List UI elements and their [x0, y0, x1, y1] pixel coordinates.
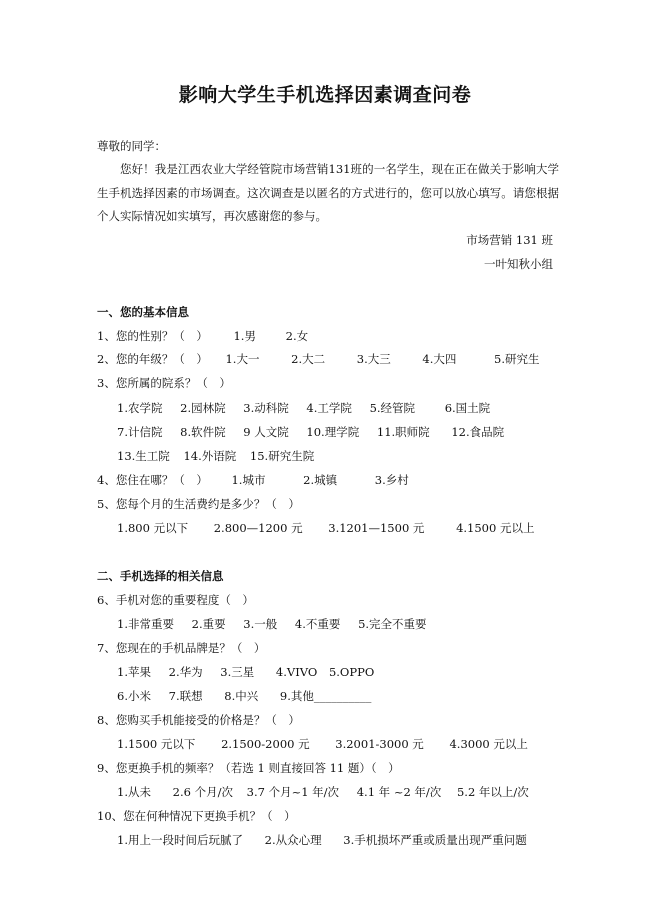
- q3-row-3: [117, 448, 314, 464]
- q1-option-1[interactable]: 1.男: [233, 329, 256, 343]
- q3-option[interactable]: 12.食品院: [451, 425, 505, 439]
- q6-option-1[interactable]: 1.非常重要: [117, 617, 174, 631]
- question-4-text: 4、您住在哪？（ ）: [97, 473, 208, 487]
- q5-option-3[interactable]: 3.1201—1500 元: [328, 521, 425, 535]
- section-2-heading: 二、手机选择的相关信息: [97, 569, 224, 583]
- q6-option-3[interactable]: 3.一般: [243, 617, 278, 631]
- question-1: [97, 328, 308, 344]
- q3-option[interactable]: 14.外语院: [183, 449, 237, 463]
- q3-option[interactable]: 15.研究生院: [249, 449, 315, 463]
- q7-option[interactable]: 4.VIVO: [275, 665, 318, 679]
- q3-row-1: [117, 400, 490, 416]
- q7-row-2: [117, 688, 371, 704]
- question-3-text: 3、您所属的院系？（ ）: [97, 376, 231, 390]
- q2-option-4[interactable]: 4.大四: [422, 352, 457, 366]
- q7-option[interactable]: 7.联想: [168, 689, 203, 703]
- q6-options: [117, 616, 427, 632]
- q9-option-5[interactable]: 5.2 年以上/次: [456, 785, 529, 799]
- q8-option-4[interactable]: 4.3000 元以上: [449, 737, 528, 751]
- q10-option-1[interactable]: 1.用上一段时间后玩腻了: [117, 833, 243, 847]
- q3-option[interactable]: 11.职师院: [376, 425, 430, 439]
- q8-option-3[interactable]: 3.2001-3000 元: [335, 737, 424, 751]
- q7-option[interactable]: 3.三星: [220, 665, 255, 679]
- question-4: [97, 472, 409, 488]
- q9-option-2[interactable]: 2.6 个月/次: [172, 785, 233, 799]
- greeting: 尊敬的同学：: [97, 139, 166, 153]
- q4-option-1[interactable]: 1.城市: [231, 473, 266, 487]
- signature-class: 市场营销 131 班: [466, 233, 553, 247]
- q3-option[interactable]: 4.工学院: [306, 401, 352, 415]
- q3-option[interactable]: 7.计信院: [117, 425, 163, 439]
- q10-option-2[interactable]: 2.从众心理: [264, 833, 322, 847]
- q9-option-4[interactable]: 4.1 年 ~2 年/次: [356, 785, 442, 799]
- q9-option-1[interactable]: 1.从未: [117, 785, 151, 799]
- q3-option[interactable]: 1.农学院: [117, 401, 163, 415]
- q1-option-2[interactable]: 2.女: [285, 329, 309, 343]
- q7-option[interactable]: 8.中兴: [224, 689, 259, 703]
- q2-option-3[interactable]: 3.大三: [356, 352, 391, 366]
- q3-option[interactable]: 2.园林院: [180, 401, 226, 415]
- q3-option[interactable]: 6.国土院: [444, 401, 491, 415]
- q4-option-3[interactable]: 3.乡村: [374, 473, 409, 487]
- q3-option[interactable]: 8.软件院: [180, 425, 226, 439]
- q7-option[interactable]: 6.小米: [117, 689, 151, 703]
- q9-option-3[interactable]: 3.7 个月~1 年/次: [246, 785, 340, 799]
- question-1-text: 1、您的性别？（ ）: [97, 329, 208, 343]
- section-1-heading: 一、您的基本信息: [97, 305, 189, 319]
- q8-option-1[interactable]: 1.1500 元以下: [117, 737, 196, 751]
- question-5-text: 5、您每个月的生活费约是多少？（ ）: [97, 497, 300, 511]
- q6-option-5[interactable]: 5.完全不重要: [358, 617, 427, 631]
- q4-option-2[interactable]: 2.城镇: [303, 473, 338, 487]
- q5-option-2[interactable]: 2.800—1200 元: [213, 521, 303, 535]
- q5-option-1[interactable]: 1.800 元以下: [117, 521, 189, 535]
- q3-option[interactable]: 13.生工院: [117, 449, 170, 463]
- q2-option-2[interactable]: 2.大二: [291, 352, 326, 366]
- q2-option-1[interactable]: 1.大一: [225, 352, 260, 366]
- q7-option-other[interactable]: 9.其他__________: [279, 689, 372, 703]
- q5-options: [117, 520, 534, 536]
- q7-option[interactable]: 5.OPPO: [328, 665, 375, 679]
- document-title: 影响大学生手机选择因素调查问卷: [178, 84, 472, 106]
- q3-row-2: [117, 424, 504, 440]
- q9-options: [117, 784, 529, 800]
- q2-option-5[interactable]: 5.研究生: [494, 352, 540, 366]
- q3-option[interactable]: 9 人文院: [243, 425, 289, 439]
- question-2: [97, 351, 540, 367]
- q3-option[interactable]: 5.经管院: [369, 401, 416, 415]
- intro-paragraph: 您好！我是江西农业大学经管院市场营销131班的一名学生，现在正在做关于影响大学生手机选择因素的市场调查。这次调查是以匿名的方式进行的，您可以放心填写。请您根据个人实际情况如实填写，再次感谢您的参与。: [97, 162, 559, 223]
- q7-option[interactable]: 1.苹果: [117, 665, 151, 679]
- q10-option-3[interactable]: 3.手机损坏严重或质量出现严重问题: [343, 833, 527, 847]
- q7-row-1: [117, 664, 374, 680]
- q10-options: [117, 832, 527, 848]
- q3-option[interactable]: 3.动科院: [243, 401, 289, 415]
- q6-option-4[interactable]: 4.不重要: [294, 617, 341, 631]
- question-8-text: 8、您购买手机能接受的价格是？（ ）: [97, 713, 300, 727]
- q7-option[interactable]: 2.华为: [168, 665, 203, 679]
- q5-option-4[interactable]: 4.1500 元以上: [456, 521, 535, 535]
- signature-group: 一叶知秋小组: [484, 257, 553, 271]
- q6-option-2[interactable]: 2.重要: [191, 617, 226, 631]
- question-9-text: 9、您更换手机的频率？（若选 1 则直接回答 11 题）（ ）: [97, 761, 400, 775]
- question-6-text: 6、手机对您的重要程度（ ）: [97, 593, 254, 607]
- q8-option-2[interactable]: 2.1500-2000 元: [221, 737, 310, 751]
- question-7-text: 7、您现在的手机品牌是？（ ）: [97, 641, 266, 655]
- question-10-text: 10、您在何种情况下更换手机？（ ）: [97, 809, 296, 823]
- question-2-text: 2、您的年级？（ ）: [97, 352, 208, 366]
- q8-options: [117, 736, 528, 752]
- q3-option[interactable]: 10.理学院: [306, 425, 360, 439]
